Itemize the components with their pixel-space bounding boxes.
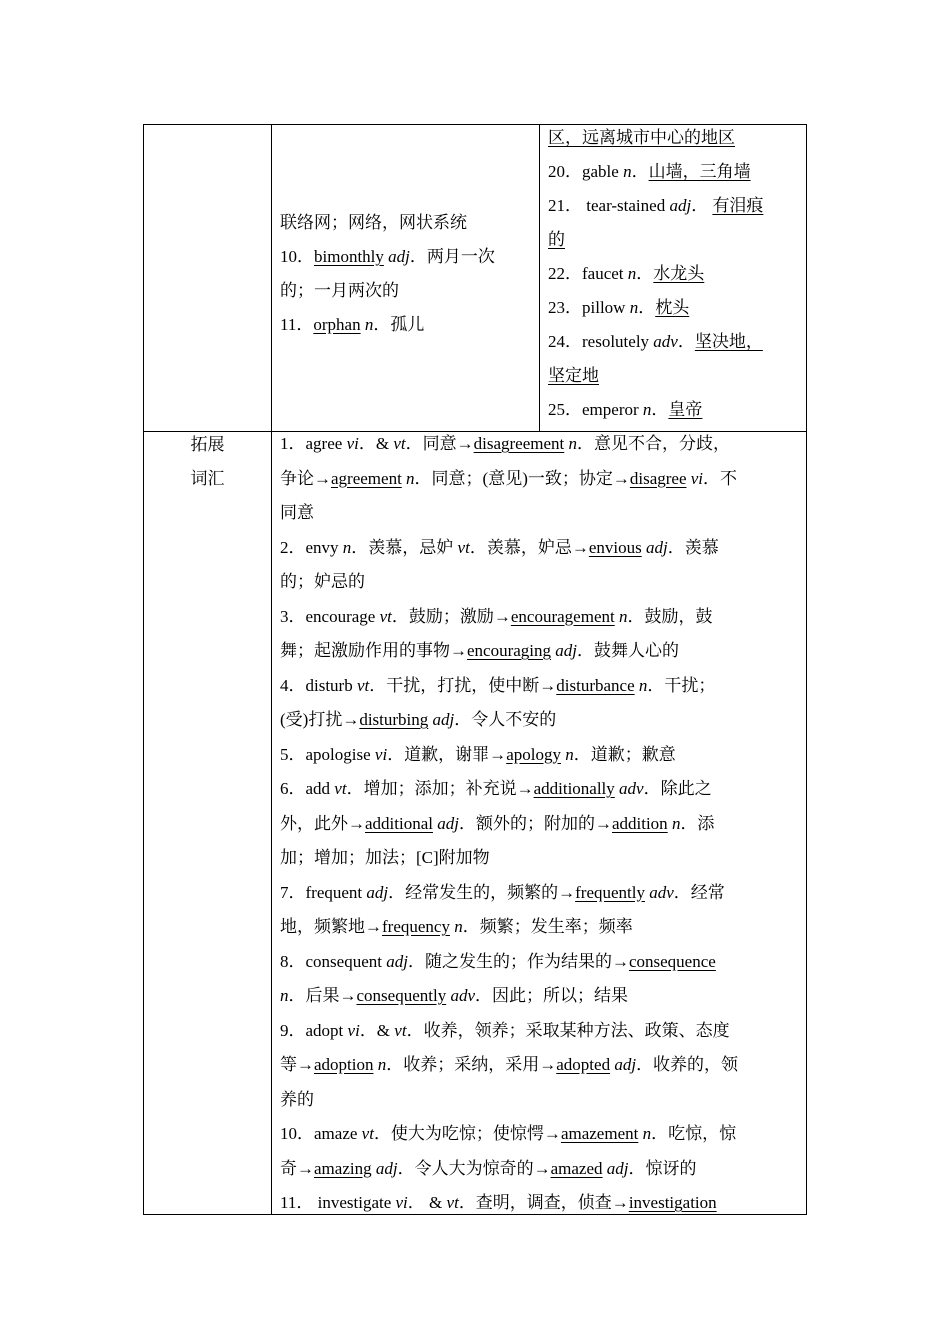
- text-segment: ．令人大为惊奇的→: [397, 1158, 551, 1178]
- text-segment: ．收养，领养；采取某种方法、政策、态度: [406, 1020, 730, 1040]
- middle-cell-line: [280, 274, 532, 308]
- answer-word: 皇帝: [668, 400, 703, 419]
- part-of-speech: vt: [379, 606, 392, 626]
- answer-word: investigation: [628, 1193, 717, 1212]
- answer-word: 有泪痕: [712, 196, 764, 215]
- text-segment: ．两月一次: [409, 247, 495, 266]
- text-segment: ．令人不安的: [454, 710, 557, 729]
- part-of-speech: n: [406, 468, 415, 488]
- text-segment: 养的: [280, 1089, 314, 1109]
- text-segment: (受)打扰→: [280, 710, 360, 729]
- text-segment: 24．resolutely: [548, 332, 654, 351]
- answer-word: apology: [506, 744, 561, 764]
- text-segment: 加；增加；加法；[C]附加物: [280, 848, 490, 867]
- right-cell-line: [548, 155, 800, 189]
- part-of-speech: n: [280, 986, 289, 1005]
- part-of-speech: vt: [457, 537, 470, 557]
- text-segment: ．添: [680, 813, 715, 833]
- text-segment: ．: [691, 196, 713, 215]
- text-segment: ．经常发生的，频繁的→: [388, 882, 576, 902]
- vocabulary-line: [280, 738, 798, 773]
- top-right-cell: [548, 121, 800, 427]
- middle-cell-line: [280, 308, 532, 342]
- text-segment: 舞；起激励作用的事物→: [280, 641, 467, 660]
- text-segment: ．频繁；发生率；频率: [462, 917, 633, 936]
- part-of-speech: adv: [450, 986, 475, 1005]
- part-of-speech: n: [642, 400, 652, 419]
- part-of-speech: n: [671, 813, 681, 833]
- section-label-line2: 词汇: [190, 469, 225, 488]
- vocabulary-line: [280, 979, 798, 1014]
- part-of-speech: adv: [649, 882, 674, 902]
- part-of-speech: n: [627, 264, 637, 283]
- answer-word: additional: [365, 813, 433, 833]
- vocabulary-line: [280, 1083, 798, 1118]
- text-segment: ．使大为吃惊；使惊愕→: [373, 1124, 561, 1143]
- part-of-speech: vt: [394, 1020, 407, 1040]
- part-of-speech: adj: [614, 1055, 637, 1074]
- text-segment: 4．disturb: [280, 675, 357, 695]
- answer-word: frequently: [575, 882, 645, 902]
- part-of-speech: n: [638, 675, 648, 695]
- text-segment: 外，此外→: [280, 813, 365, 833]
- text-segment: 争论→: [280, 468, 331, 488]
- right-cell-line: [548, 291, 800, 325]
- answer-word: frequency: [382, 917, 450, 936]
- text-segment: ． &: [407, 1193, 447, 1212]
- part-of-speech: vt: [393, 434, 406, 453]
- text-segment: 3．encourage: [280, 606, 380, 626]
- vocabulary-line: [280, 634, 798, 669]
- text-segment: ．&: [358, 434, 394, 453]
- text-segment: ．吃惊，惊: [651, 1124, 737, 1143]
- vocabulary-line: [280, 1048, 798, 1083]
- answer-word: amazing: [314, 1158, 372, 1178]
- answer-word: 水龙头: [653, 264, 705, 283]
- text-segment: 奇→: [280, 1158, 314, 1178]
- part-of-speech: n: [565, 744, 574, 764]
- answer-word: disturbance: [556, 675, 635, 695]
- vocabulary-line: [280, 600, 798, 635]
- vocabulary-line: [280, 565, 798, 600]
- part-of-speech: vt: [334, 779, 347, 798]
- vocabulary-line: [280, 496, 798, 531]
- right-cell-line: [548, 189, 800, 223]
- text-segment: 20．gable: [548, 162, 624, 181]
- answer-word: amazed: [550, 1158, 603, 1178]
- text-segment: ．收养的，领: [636, 1055, 739, 1074]
- text-segment: ．干扰，打扰，使中断→: [369, 675, 557, 695]
- text-segment: ．鼓励，鼓: [627, 606, 713, 626]
- answer-word: 区，远离城市中心的地区: [548, 128, 735, 147]
- answer-word: consequently: [356, 986, 447, 1005]
- text-segment: 5．apologise: [280, 744, 375, 764]
- answer-word: addition: [611, 813, 668, 833]
- part-of-speech: adj: [388, 247, 410, 266]
- part-of-speech: vi: [346, 434, 359, 453]
- part-of-speech: adj: [386, 951, 408, 971]
- text-segment: ．&: [359, 1020, 395, 1040]
- part-of-speech: adj: [375, 1158, 398, 1178]
- right-cell-line: [548, 257, 800, 291]
- answer-word: encouragement: [510, 606, 615, 626]
- answer-word: encouraging: [467, 641, 552, 660]
- expanded-vocabulary-cell: [280, 427, 798, 1221]
- part-of-speech: n: [568, 434, 577, 453]
- vocabulary-line: [280, 1014, 798, 1049]
- text-segment: 的；一月两次的: [280, 281, 399, 300]
- text-segment: 联络网；网络，网状系统: [280, 213, 467, 232]
- part-of-speech: n: [342, 537, 352, 557]
- part-of-speech: vi: [347, 1020, 360, 1040]
- part-of-speech: n: [623, 162, 632, 181]
- text-segment: ．除此之: [643, 779, 712, 798]
- vocabulary-line: [280, 531, 798, 566]
- text-segment: 2．envy: [280, 537, 343, 557]
- answer-word: 山墙，三角墙: [648, 162, 751, 181]
- column-divider-2: [539, 125, 540, 431]
- vocabulary-line: [280, 807, 798, 842]
- text-segment: 10．: [280, 247, 314, 266]
- text-segment: ．意见不合，分歧，: [577, 434, 730, 453]
- part-of-speech: adj: [606, 1158, 629, 1178]
- answer-word: disturbing: [359, 710, 429, 729]
- answer-word: orphan: [313, 315, 361, 334]
- vocabulary-line: [280, 427, 798, 462]
- part-of-speech: n: [454, 917, 463, 936]
- text-segment: ．收养；采纳，采用→: [386, 1055, 557, 1074]
- text-segment: ．经常: [673, 882, 725, 902]
- vocabulary-line: [280, 1186, 798, 1221]
- answer-word: bimonthly: [314, 247, 384, 266]
- text-segment: ．道歉；歉意: [573, 744, 676, 764]
- vocabulary-line: [280, 703, 798, 738]
- section-label: [144, 428, 271, 496]
- vocabulary-line: [280, 841, 798, 876]
- text-segment: 的；妒忌的: [280, 572, 365, 591]
- text-segment: ．额外的；附加的→: [458, 813, 612, 833]
- answer-word: adopted: [556, 1055, 611, 1074]
- vocabulary-line: [280, 462, 798, 497]
- text-segment: 10．amaze: [280, 1124, 362, 1143]
- part-of-speech: adv: [653, 332, 678, 351]
- part-of-speech: vi: [374, 744, 388, 764]
- text-segment: ．孤儿: [373, 315, 425, 334]
- section-label-line1: 拓展: [190, 435, 225, 454]
- part-of-speech: adj: [645, 537, 668, 557]
- answer-word: amazement: [560, 1124, 639, 1143]
- vocabulary-line: [280, 876, 798, 911]
- part-of-speech: adj: [366, 882, 389, 902]
- text-segment: ．: [636, 264, 654, 283]
- part-of-speech: adj: [555, 641, 578, 660]
- answer-word: disagree: [629, 468, 687, 488]
- answer-word: 的: [548, 230, 565, 249]
- part-of-speech: n: [618, 606, 628, 626]
- text-segment: ．羡慕，忌妒: [351, 537, 458, 557]
- answer-word: consequence: [628, 951, 716, 971]
- right-cell-line: [548, 359, 800, 393]
- part-of-speech: n: [642, 1124, 652, 1143]
- vocabulary-table: [143, 124, 807, 1215]
- vocabulary-line: [280, 910, 798, 945]
- right-cell-line: [548, 121, 800, 155]
- column-divider-1: [271, 125, 272, 1214]
- answer-word: envious: [588, 537, 642, 557]
- text-segment: ．后果→: [288, 986, 357, 1005]
- vocabulary-line: [280, 1152, 798, 1187]
- answer-word: additionally: [533, 779, 615, 798]
- part-of-speech: n: [364, 315, 374, 334]
- part-of-speech: n: [377, 1055, 387, 1074]
- right-cell-line: [548, 393, 800, 427]
- text-segment: 1．agree: [280, 434, 347, 453]
- text-segment: 同意: [280, 503, 314, 522]
- text-segment: ．鼓舞人心的: [577, 641, 680, 660]
- text-segment: ．: [651, 400, 669, 419]
- text-segment: ．: [631, 162, 649, 181]
- text-segment: ．惊讶的: [628, 1158, 697, 1178]
- text-segment: 6．add: [280, 779, 335, 798]
- text-segment: 11． investigate: [280, 1193, 396, 1212]
- text-segment: ．查明，调查，侦查→: [458, 1193, 629, 1212]
- part-of-speech: vi: [395, 1193, 408, 1212]
- part-of-speech: adj: [437, 813, 459, 833]
- part-of-speech: vt: [361, 1124, 374, 1143]
- text-segment: ．道歉，谢罪→: [387, 744, 507, 764]
- vocabulary-line: [280, 772, 798, 807]
- part-of-speech: vi: [690, 468, 704, 488]
- vocabulary-line: [280, 1117, 798, 1152]
- text-segment: ．随之发生的；作为结果的→: [407, 951, 629, 971]
- part-of-speech: n: [629, 298, 639, 317]
- text-segment: 9．adopt: [280, 1020, 348, 1040]
- top-middle-cell: [280, 206, 532, 342]
- text-segment: 等→: [280, 1055, 314, 1074]
- middle-cell-line: [280, 240, 532, 274]
- text-segment: 8．consequent: [280, 951, 387, 971]
- text-segment: ．羡慕: [667, 537, 719, 557]
- text-segment: ．干扰；: [647, 675, 716, 695]
- middle-cell-line: [280, 206, 532, 240]
- text-segment: ．不: [703, 468, 738, 488]
- text-segment: 11．: [280, 315, 314, 334]
- text-segment: 23．pillow: [548, 298, 630, 317]
- part-of-speech: adj: [432, 710, 455, 729]
- part-of-speech: adj: [669, 196, 692, 215]
- text-segment: ．: [638, 298, 656, 317]
- part-of-speech: vt: [446, 1193, 459, 1212]
- answer-word: disagreement: [473, 434, 565, 453]
- text-segment: ．同意→: [405, 434, 474, 453]
- part-of-speech: vt: [356, 675, 370, 695]
- text-segment: 7．frequent: [280, 882, 367, 902]
- text-segment: ．增加；添加；补充说→: [346, 779, 534, 798]
- answer-word: 坚决地，: [694, 332, 763, 351]
- answer-word: agreement: [331, 468, 402, 488]
- text-segment: ．: [677, 332, 695, 351]
- answer-word: adoption: [314, 1055, 374, 1074]
- part-of-speech: adv: [619, 779, 644, 798]
- vocabulary-line: [280, 945, 798, 980]
- text-segment: 地，频繁地→: [280, 917, 382, 936]
- text-segment: 25．emperor: [548, 400, 643, 419]
- text-segment: 22．faucet: [548, 264, 628, 283]
- text-segment: ．因此；所以；结果: [475, 986, 628, 1005]
- text-segment: 21． tear-stained: [548, 196, 670, 215]
- right-cell-line: [548, 223, 800, 257]
- answer-word: 坚定地: [548, 366, 599, 385]
- text-segment: ．鼓励；激励→: [391, 606, 511, 626]
- text-segment: ．羡慕，妒忌→: [469, 537, 589, 557]
- right-cell-line: [548, 325, 800, 359]
- vocabulary-line: [280, 669, 798, 704]
- answer-word: 枕头: [655, 298, 690, 317]
- text-segment: ．同意；(意见)一致；协定→: [414, 468, 630, 488]
